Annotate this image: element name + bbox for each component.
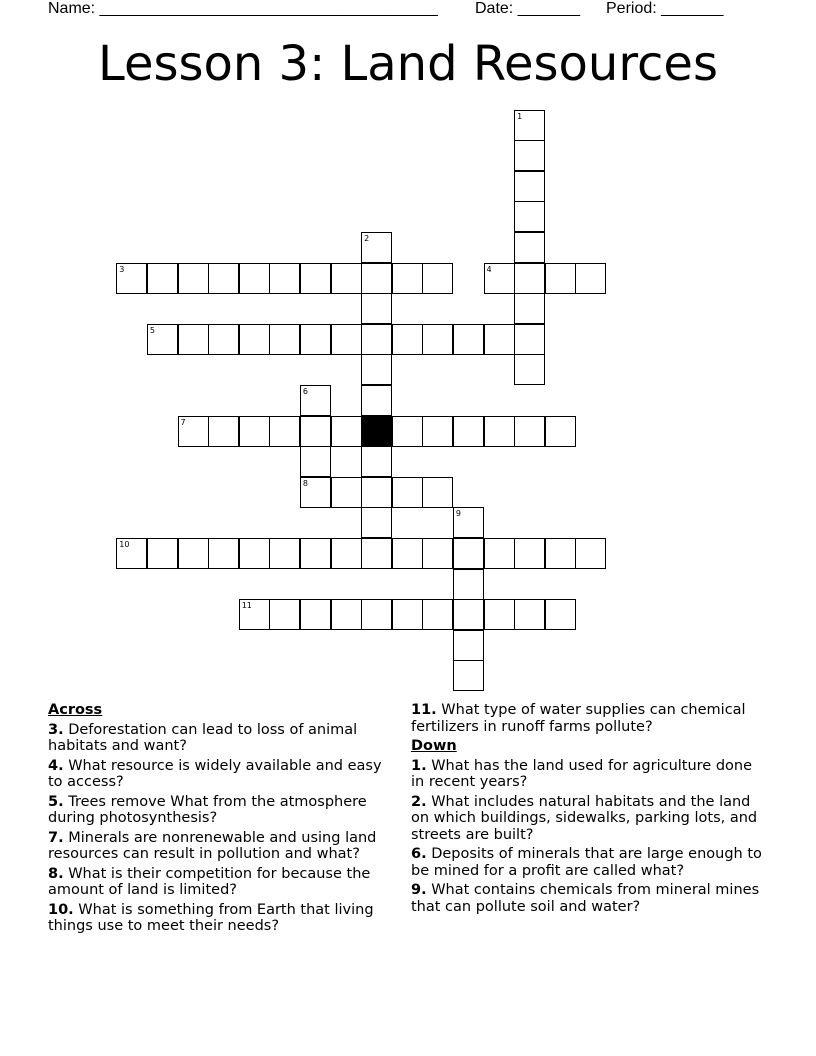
crossword-cell[interactable]: [545, 263, 576, 294]
crossword-cell[interactable]: [514, 201, 545, 232]
crossword-cell[interactable]: [269, 599, 300, 630]
crossword-cell[interactable]: [239, 538, 270, 569]
date-field: Date: _______: [475, 0, 580, 17]
clue-number: 2: [364, 233, 370, 243]
crossword-cell[interactable]: [422, 263, 453, 294]
crossword-cell[interactable]: [392, 416, 423, 447]
crossword-cell[interactable]: [208, 416, 239, 447]
crossword-cell[interactable]: [269, 324, 300, 355]
crossword-cell[interactable]: [514, 354, 545, 385]
crossword-cell[interactable]: [331, 599, 362, 630]
crossword-cell[interactable]: [300, 538, 331, 569]
crossword-cell[interactable]: [300, 324, 331, 355]
clue-across-5: 5. Trees remove What from the atmosphere during photosynthesis?: [48, 793, 367, 826]
crossword-cell[interactable]: [208, 324, 239, 355]
clue-across-10: 10. What is something from Earth that living things use to meet their needs?: [48, 901, 374, 934]
crossword-cell[interactable]: [269, 416, 300, 447]
clue-down-9: 9. What contains chemicals from mineral mines that can pollute soil and water?: [411, 882, 760, 915]
crossword-cell[interactable]: [392, 538, 423, 569]
crossword-cell[interactable]: [545, 538, 576, 569]
clue-across-7: 7. Minerals are nonrenewable and using land resources can result in pollution and what?: [48, 829, 377, 862]
crossword-cell[interactable]: [178, 416, 209, 447]
clue-across-3: 3. Deforestation can lead to loss of animal habitats and want?: [48, 721, 358, 754]
clue-number: 4: [486, 264, 492, 274]
page-title: Lesson 3: Land Resources: [98, 36, 718, 92]
crossword-cell[interactable]: [361, 354, 392, 385]
crossword-cell[interactable]: [514, 293, 545, 324]
clue-number: 3: [119, 264, 125, 274]
crossword-cell[interactable]: [147, 538, 178, 569]
crossword-cell[interactable]: [147, 324, 178, 355]
crossword-cell[interactable]: [484, 324, 515, 355]
crossword-cell[interactable]: [422, 599, 453, 630]
crossword-cell[interactable]: [514, 140, 545, 171]
clue-number: 7: [180, 417, 186, 427]
crossword-cell[interactable]: [453, 416, 484, 447]
clue-down-1: 1. What has the land used for agriculture done in recent years?: [411, 757, 753, 790]
crossword-cell[interactable]: [392, 324, 423, 355]
crossword-cell[interactable]: [331, 477, 362, 508]
crossword-cell[interactable]: [239, 263, 270, 294]
crossword-cell[interactable]: [392, 263, 423, 294]
clue-number: 9: [455, 509, 461, 519]
crossword-cell[interactable]: [178, 324, 209, 355]
crossword-cell[interactable]: [361, 263, 392, 294]
crossword-cell[interactable]: [331, 416, 362, 447]
clues-left-column: [48, 702, 393, 938]
crossword-cell[interactable]: [514, 416, 545, 447]
clue-number: 10: [119, 539, 130, 549]
crossword-cell[interactable]: [116, 263, 147, 294]
clue-number: 5: [149, 325, 155, 335]
crossword-cell[interactable]: [514, 263, 545, 294]
crossword-cell[interactable]: [239, 599, 270, 630]
crossword-cell[interactable]: [269, 263, 300, 294]
clue-across-4: 4. What resource is widely available and easy to access?: [48, 757, 382, 790]
crossword-cell[interactable]: [422, 324, 453, 355]
crossword-cell[interactable]: [178, 538, 209, 569]
down-heading: Down: [411, 738, 457, 754]
crossword-cell[interactable]: [484, 599, 515, 630]
crossword-cell[interactable]: [453, 630, 484, 661]
clue-number: 8: [302, 478, 308, 488]
clue-down-2: 2. What includes natural habitats and the land on which buildings, sidewalks, parking lots, and streets are built?: [411, 793, 758, 843]
period-field: Period: _______: [606, 0, 724, 17]
crossword-cell[interactable]: [514, 324, 545, 355]
crossword-cell[interactable]: [545, 416, 576, 447]
crossword-cell[interactable]: [300, 477, 331, 508]
crossword-cell[interactable]: [484, 416, 515, 447]
crossword-cell[interactable]: [514, 110, 545, 141]
crossword-cell[interactable]: [514, 538, 545, 569]
crossword-cell[interactable]: [331, 263, 362, 294]
crossword-cell[interactable]: [575, 538, 606, 569]
crossword-cell[interactable]: [514, 599, 545, 630]
crossword-cell[interactable]: [484, 263, 515, 294]
name-field: Name: ______________________________________: [48, 0, 438, 17]
crossword-cell[interactable]: [178, 263, 209, 294]
clue-down-6: 6. Deposits of minerals that are large enough to be mined for a profit are called what?: [411, 846, 762, 879]
crossword-cell[interactable]: [545, 599, 576, 630]
clue-number: 11: [241, 601, 252, 611]
across-heading: Across: [48, 702, 103, 718]
crossword-cell[interactable]: [300, 599, 331, 630]
crossword-cell[interactable]: [239, 324, 270, 355]
crossword-cell[interactable]: [300, 446, 331, 477]
clue-number: 1: [517, 111, 523, 121]
crossword-cell[interactable]: [453, 324, 484, 355]
clue-number: 6: [302, 386, 308, 396]
crossword-cell[interactable]: [361, 232, 392, 263]
crossword-cell[interactable]: [453, 599, 484, 630]
crossword-cell[interactable]: [361, 477, 392, 508]
crossword-cell[interactable]: [239, 416, 270, 447]
crossword-cell[interactable]: [208, 538, 239, 569]
crossword-cell[interactable]: [392, 477, 423, 508]
crossword-cell[interactable]: [361, 293, 392, 324]
crossword-cell[interactable]: [484, 538, 515, 569]
crossword-cell[interactable]: [361, 507, 392, 538]
clue-across-11: 11. What type of water supplies can chemical fertilizers in runoff farms pollute?: [411, 702, 746, 735]
crossword-cell[interactable]: [422, 477, 453, 508]
crossword-cell[interactable]: [331, 324, 362, 355]
crossword-cell[interactable]: [453, 569, 484, 600]
crossword-cell[interactable]: [575, 263, 606, 294]
crossword-cell[interactable]: [392, 599, 423, 630]
crossword-cell[interactable]: [300, 385, 331, 416]
crossword-cell[interactable]: [361, 324, 392, 355]
crossword-cell[interactable]: [361, 599, 392, 630]
crossword-cell[interactable]: [453, 660, 484, 691]
black-square: [361, 416, 392, 447]
crossword-cell[interactable]: [361, 538, 392, 569]
crossword-cell[interactable]: [208, 263, 239, 294]
crossword-cell[interactable]: [514, 232, 545, 263]
crossword-cell[interactable]: [422, 416, 453, 447]
crossword-cell[interactable]: [300, 263, 331, 294]
crossword-cell[interactable]: [422, 538, 453, 569]
crossword-cell[interactable]: [361, 385, 392, 416]
clue-across-8: 8. What is their competition for because the amount of land is limited?: [48, 865, 371, 898]
crossword-cell[interactable]: [300, 416, 331, 447]
crossword-cell[interactable]: [147, 263, 178, 294]
crossword-cell[interactable]: [269, 538, 300, 569]
crossword-cell[interactable]: [361, 446, 392, 477]
clues-right-column: [411, 702, 766, 918]
crossword-cell[interactable]: [453, 538, 484, 569]
crossword-cell[interactable]: [116, 538, 147, 569]
crossword-cell[interactable]: [514, 171, 545, 202]
crossword-cell[interactable]: [331, 538, 362, 569]
crossword-cell[interactable]: [453, 507, 484, 538]
